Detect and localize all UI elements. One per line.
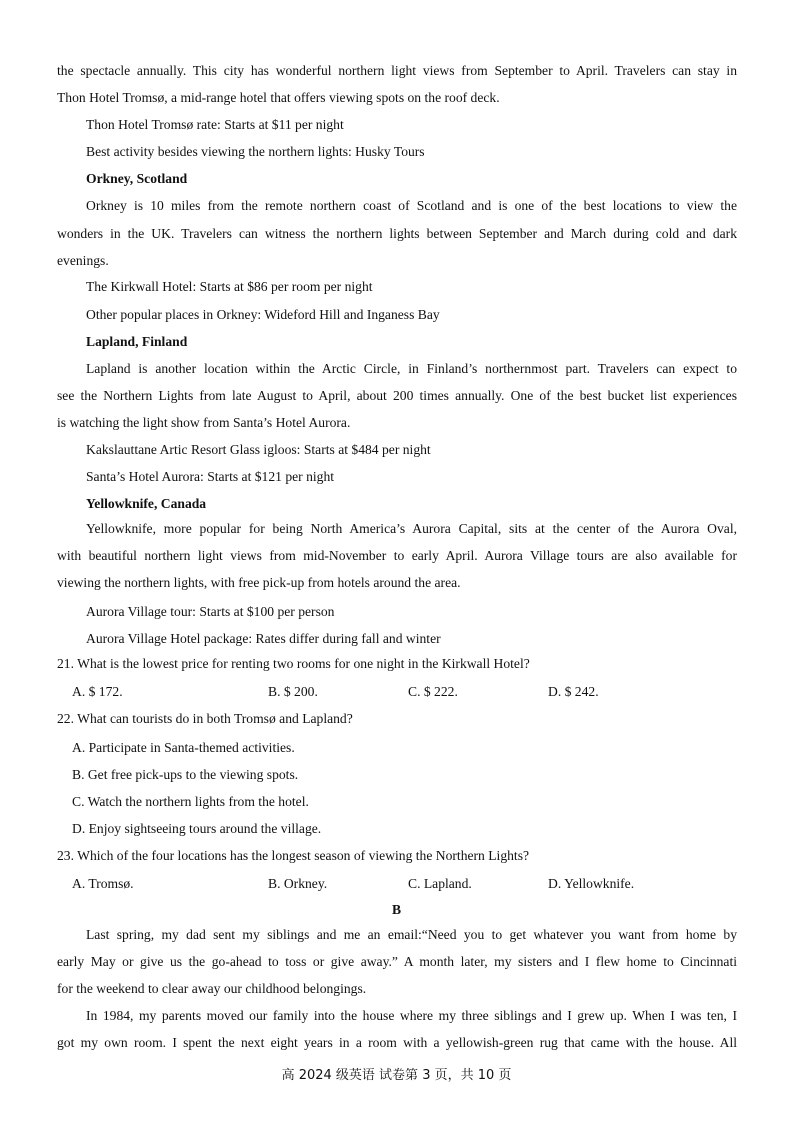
tromso-rate: Thon Hotel Tromsø rate: Starts at $11 per night (86, 117, 344, 132)
orkney-hotel: The Kirkwall Hotel: Starts at $86 per room per night (86, 279, 373, 294)
question-22-option-b[interactable]: B. Get free pick-ups to the viewing spots. (72, 767, 299, 782)
question-23-option-c[interactable]: C. Lapland. (408, 876, 472, 891)
lapland-text-line-3: is watching the light show from Santa’s Hotel Aurora. (57, 415, 351, 430)
yellowknife-text-line-3: viewing the northern lights, with free pick-up from hotels around the area. (57, 575, 461, 590)
question-23-stem: 23. Which of the four locations has the longest season of viewing the Northern Lights? (57, 848, 530, 863)
yellowknife-package: Aurora Village Hotel package: Rates differ during fall and winter (86, 631, 441, 646)
yellowknife-tour: Aurora Village tour: Starts at $100 per person (86, 604, 335, 619)
page-footer: 高 2024 级英语 试卷第 3 页，共 10 页 (281, 1068, 512, 1083)
question-21-option-a[interactable]: A. $ 172. (72, 684, 123, 699)
yellowknife-text-line-2: with beautiful northern light views from mid-November to early April. Aurora Village tours are also available for (57, 548, 737, 563)
question-22-option-a[interactable]: A. Participate in Santa-themed activities. (72, 740, 295, 755)
passage-b-para1-line-2: early May or give us the go-ahead to toss or give away.” A month later, my sisters and I flew home to Cincinnati (57, 954, 737, 969)
orkney-text-line-1: Orkney is 10 miles from the remote northern coast of Scotland and is one of the best locations to view the (86, 198, 737, 213)
section-b-label: B (391, 902, 402, 917)
tromso-text-line-1: the spectacle annually. This city has wonderful northern light views from September to April. Travelers can stay in (57, 63, 737, 78)
tromso-activity: Best activity besides viewing the northern lights: Husky Tours (86, 144, 425, 159)
orkney-text-line-2: wonders in the UK. Travelers can witness the northern lights between September and March during cold and dark (57, 226, 737, 241)
question-22-option-d[interactable]: D. Enjoy sightseeing tours around the village. (72, 821, 322, 836)
orkney-heading: Orkney, Scotland (86, 171, 188, 186)
lapland-heading: Lapland, Finland (86, 334, 188, 349)
question-21-option-b[interactable]: B. $ 200. (268, 684, 318, 699)
orkney-places: Other popular places in Orkney: Wideford Hill and Inganess Bay (86, 307, 440, 322)
yellowknife-text-line-1: Yellowknife, more popular for being North America’s Aurora Capital, sits at the center of the Aurora Oval, (86, 521, 737, 536)
question-23-option-d[interactable]: D. Yellowknife. (548, 876, 635, 891)
passage-b-para2-line-1: In 1984, my parents moved our family into the house where my three siblings and I grew up. When I was ten, I (86, 1008, 737, 1023)
passage-b-para1-line-1: Last spring, my dad sent my siblings and me an email:“Need you to get whatever you want from home by (86, 927, 737, 942)
lapland-text-line-2: see the Northern Lights from late August to April, about 200 times annually. One of the best bucket list experiences (57, 388, 737, 403)
passage-b-para2-line-2: got my own room. I spent the next eight years in a room with a yellowish-green rug that came with the house. All (57, 1035, 737, 1050)
question-21-stem: 21. What is the lowest price for renting two rooms for one night in the Kirkwall Hotel? (57, 656, 530, 671)
lapland-hotel: Santa’s Hotel Aurora: Starts at $121 per night (86, 469, 335, 484)
passage-b-para1-line-3: for the weekend to clear away our childhood belongings. (57, 981, 367, 996)
lapland-text-line-1: Lapland is another location within the Arctic Circle, in Finland’s northernmost part. Travelers can expect to (86, 361, 737, 376)
question-22-stem: 22. What can tourists do in both Tromsø and Lapland? (57, 711, 353, 726)
yellowknife-heading: Yellowknife, Canada (86, 496, 207, 511)
tromso-text-line-2: Thon Hotel Tromsø, a mid-range hotel that offers viewing spots on the roof deck. (57, 90, 500, 105)
question-21-option-c[interactable]: C. $ 222. (408, 684, 458, 699)
question-23-option-b[interactable]: B. Orkney. (268, 876, 328, 891)
question-21-option-d[interactable]: D. $ 242. (548, 684, 599, 699)
lapland-igloos: Kakslauttane Artic Resort Glass igloos: Starts at $484 per night (86, 442, 431, 457)
question-22-option-c[interactable]: C. Watch the northern lights from the hotel. (72, 794, 309, 809)
orkney-text-line-3: evenings. (57, 253, 109, 268)
question-23-option-a[interactable]: A. Tromsø. (72, 876, 134, 891)
